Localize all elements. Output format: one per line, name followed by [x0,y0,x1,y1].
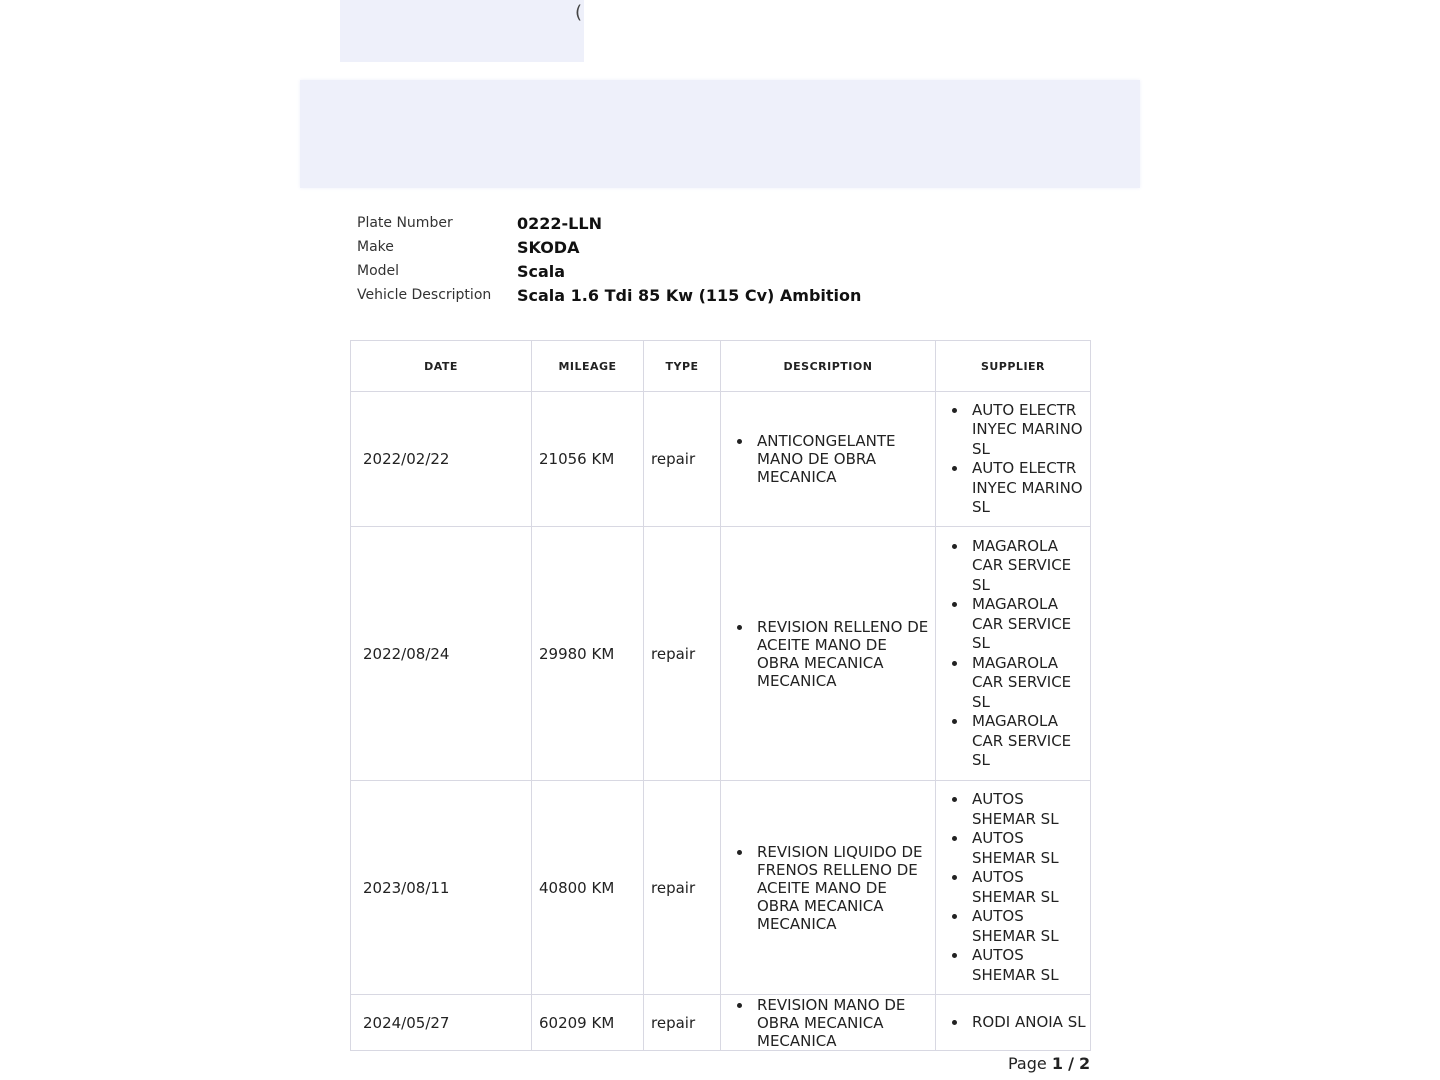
plate-value: 0222-LLN [517,213,602,233]
row-suppliers [936,527,1091,781]
make-label: Make [357,239,394,255]
supplier-item: • AUTOS SHEMAR SL [968,907,1086,946]
description-item: • REVISION LIQUIDO DE FRENOS RELLENO DE ACEITE MANO DE OBRA MECANICA MECANICA [753,843,931,933]
row-mileage: 21056 KM [532,392,644,527]
table-header-row [351,341,1091,392]
row-description [721,781,936,995]
row-date: 2023/08/11 [351,781,532,995]
page-label: Page [1008,1054,1047,1073]
row-date: 2024/05/27 [351,995,532,1051]
row-mileage: 40800 KM [532,781,644,995]
make-value: SKODA [517,237,580,257]
page-total: 2 [1079,1054,1091,1073]
model-row [357,259,861,283]
supplier-item: • AUTOS SHEMAR SL [968,946,1086,985]
make-row [357,235,861,259]
description-item: • REVISION RELLENO DE ACEITE MANO DE OBRA MECANICA MECANICA [753,618,931,690]
model-label: Model [357,263,400,279]
row-type: repair [644,527,721,781]
vehicle-description-label: Vehicle Description [357,287,492,303]
header-band [300,80,1140,188]
table-row [351,781,1091,995]
row-mileage: 29980 KM [532,527,644,781]
supplier-item: • AUTO ELECTR INYEC MARINO SL [968,459,1086,518]
page-indicator [1008,1054,1090,1073]
row-suppliers [936,392,1091,527]
header-mileage: MILEAGE [532,341,644,392]
row-type: repair [644,995,721,1051]
row-description [721,527,936,781]
vehicle-info [357,211,861,307]
row-description [721,392,936,527]
model-value: Scala [517,261,566,281]
table-row [351,995,1091,1051]
top-glyph: ( [575,2,583,23]
table-row [351,527,1091,781]
description-item: • REVISION MANO DE OBRA MECANICA MECANICA [753,996,931,1050]
page-current: 1 [1051,1054,1063,1073]
row-type: repair [644,392,721,527]
supplier-item: • MAGAROLA CAR SERVICE SL [968,595,1086,654]
supplier-item: • AUTOS SHEMAR SL [968,829,1086,868]
supplier-item: • RODI ANOIA SL [968,1013,1086,1033]
row-description [721,995,936,1051]
supplier-item: • MAGAROLA CAR SERVICE SL [968,654,1086,713]
vehicle-description-row [357,283,861,307]
plate-row [357,211,861,235]
top-placeholder-box [340,0,584,62]
service-history-table [350,340,1091,1051]
supplier-item: • MAGAROLA CAR SERVICE SL [968,712,1086,771]
page-separator: / [1068,1054,1074,1073]
vehicle-description-value: Scala 1.6 Tdi 85 Kw (115 Cv) Ambition [517,285,862,305]
row-suppliers [936,781,1091,995]
table-row [351,392,1091,527]
row-date: 2022/08/24 [351,527,532,781]
plate-label: Plate Number [357,215,453,231]
supplier-item: • MAGAROLA CAR SERVICE SL [968,537,1086,596]
header-date: DATE [351,341,532,392]
description-item: • ANTICONGELANTE MANO DE OBRA MECANICA [753,432,931,486]
header-type: TYPE [644,341,721,392]
header-description: DESCRIPTION [721,341,936,392]
supplier-item: • AUTO ELECTR INYEC MARINO SL [968,401,1086,460]
row-date: 2022/02/22 [351,392,532,527]
row-type: repair [644,781,721,995]
supplier-item: • AUTOS SHEMAR SL [968,790,1086,829]
row-mileage: 60209 KM [532,995,644,1051]
row-suppliers [936,995,1091,1051]
header-supplier: SUPPLIER [936,341,1091,392]
supplier-item: • AUTOS SHEMAR SL [968,868,1086,907]
